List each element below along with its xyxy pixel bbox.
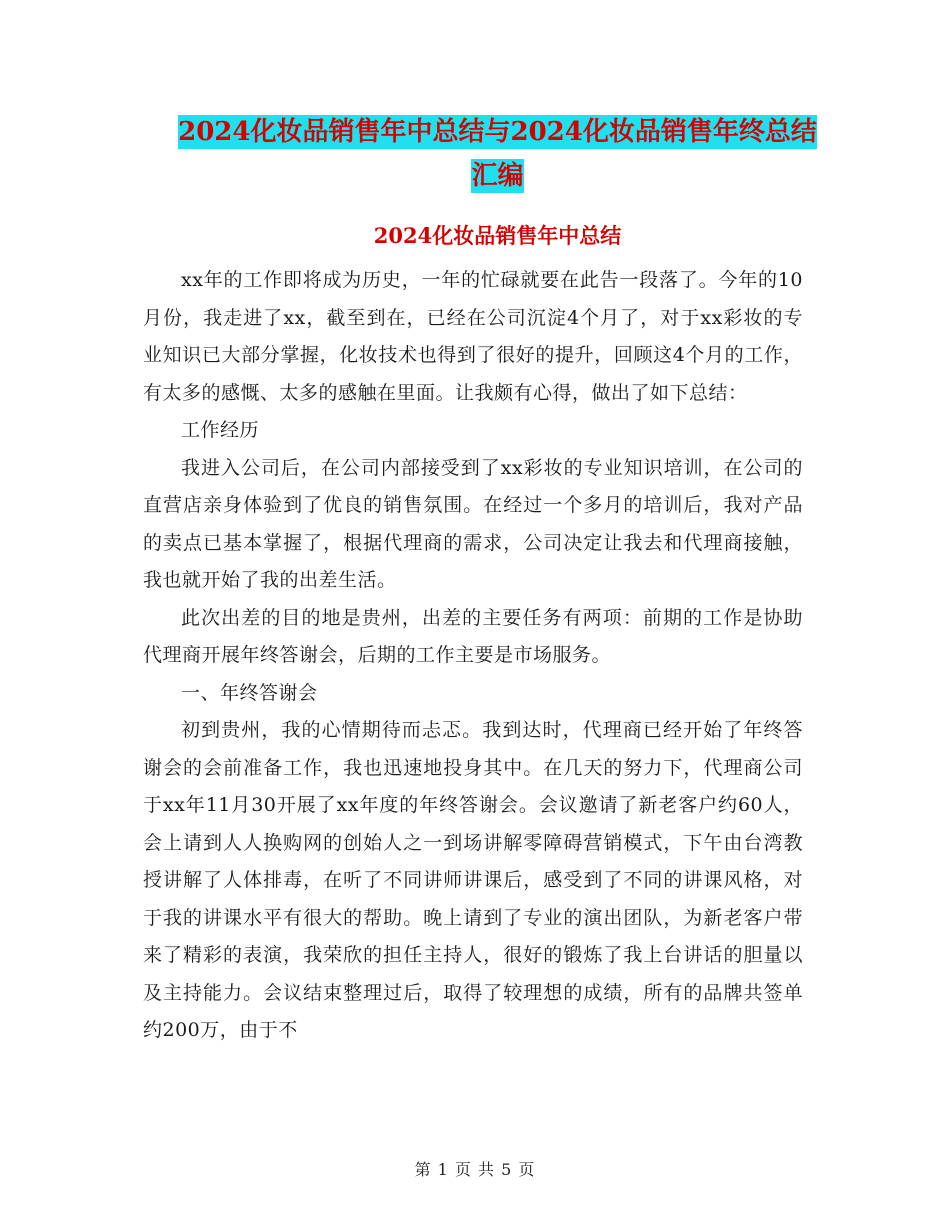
document-title [140,110,855,198]
page-footer: 第 1 页 共 5 页 [414,1160,536,1179]
paragraph: xx年的工作即将成为历史，一年的忙碌就要在此告一段落了。今年的10月份，我走进了xx，截至到在，已经在公司沉淀4个月了，对于xx彩妆的专业知识已大部分掌握，化妆技术也得到了很好的提升，回顾这4个月的工作，有太多的感慨、太多的感触在里面。让我颇有心得，做出了如下总结： [143,269,803,404]
section-title: 2024化妆品销售年中总结 [373,223,622,248]
paragraph: 初到贵州，我的心情期待而忐忑。我到达时，代理商已经开始了年终答谢会的会前准备工作，我也迅速地投身其中。在几天的努力下，代理商公司于xx年11月30开展了xx年度的年终答谢会。会议邀请了新老客户约60人，会上请到人人换购网的创始人之一到场讲解零障碍营销模式，下午由台湾教授讲解了人体排毒，在听了不同讲师讲课后，感受到了不同的讲课风格，对于我的讲课水平有很大的帮助。晚上请到了专业的演出团队，为新老客户带来了精彩的表演，我荣欣的担任主持人，很好的锻炼了我上台讲话的胆量以及主持能力。会议结束整理过后，取得了较理想的成绩，所有的品牌共签单约200万，由于不 [143,719,803,1041]
subheading-year-end-meeting: 一、年终答谢会 [181,681,318,704]
document-body [143,262,803,1050]
subheading-work-experience: 工作经历 [181,419,260,441]
paragraph: 此次出差的目的地是贵州，出差的主要任务有两项：前期的工作是协助代理商开展年终答谢会，后期的工作主要是市场服务。 [143,606,803,666]
document-title-line2: 汇编 [471,161,524,191]
document-title-line1: 2024化妆品销售年中总结与2024化妆品销售年终总结 [178,117,817,147]
paragraph: 我进入公司后，在公司内部接受到了xx彩妆的专业知识培训，在公司的直营店亲身体验到了优良的销售氛围。在经过一个多月的培训后，我对产品的卖点已基本掌握了，根据代理商的需求，公司决定让我去和代理商接触，我也就开始了我的出差生活。 [143,456,803,591]
